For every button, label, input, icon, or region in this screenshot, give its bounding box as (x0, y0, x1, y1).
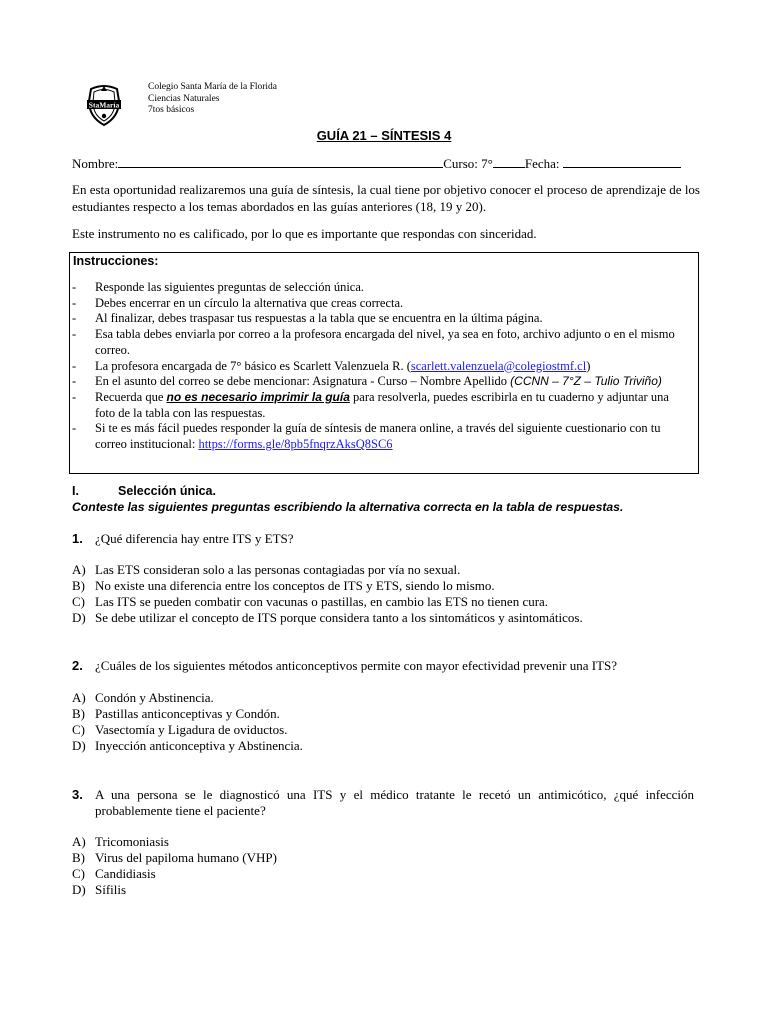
answer-options (72, 690, 692, 754)
option-a[interactable]: A) Las ETS consideran solo a las personas contagiadas por vía no sexual. (72, 562, 461, 577)
grading-note: Este instrumento no es calificado, por lo que es importante que respondas con sinceridad. (72, 226, 537, 241)
instruction-item: - Debes encerrar en un círculo la alternativa que creas correcta. (72, 295, 404, 310)
instruction-item: - En el asunto del correo se debe mencionar: Asignatura - Curso – Nombre Apellido (CCNN – 7°Z – Tulio Triviño) (72, 374, 662, 389)
option-a[interactable]: A) Condón y Abstinencia. (72, 690, 214, 705)
student-info-line (72, 155, 681, 172)
school-logo (79, 79, 129, 129)
subject-name: Ciencias Naturales (148, 93, 220, 104)
question-text: ¿Qué diferencia hay entre ITS y ETS? (95, 531, 294, 546)
option-b[interactable]: B) No existe una diferencia entre los conceptos de ITS y ETS, siendo lo mismo. (72, 578, 495, 593)
instruction-item: - Recuerda que no es necesario imprimir la guía para resolverla, puedes escribirla en tu cuaderno y adjuntar una foto de la tabla con las respuestas. (72, 389, 669, 420)
online-form-link[interactable]: https://forms.gle/8pb5fnqrzAksQ8SC6 (198, 437, 393, 452)
name-label: Nombre: (72, 156, 119, 171)
instructions-list (72, 280, 692, 453)
option-d[interactable]: D) Inyección anticonceptiva y Abstinencia. (72, 738, 303, 753)
page-title: GUÍA 21 – SÍNTESIS 4 (316, 128, 452, 143)
question-number: 1. (72, 531, 83, 546)
question-number: 3. (72, 787, 83, 802)
subject-example: (CCNN – 7°Z – Tulio Triviño) (510, 374, 662, 389)
date-label: Fecha: (524, 156, 560, 171)
intro-paragraph: En esta oportunidad realizaremos una guía de síntesis, la cual tiene por objetivo conocer el proceso de aprendizaje de los estudiantes respecto a los temas abordados en las guías anteriores (18, 19 y 20). (72, 182, 700, 214)
option-a[interactable]: A) Tricomoniasis (72, 834, 169, 849)
instruction-item: - Si te es más fácil puedes responder la guía de síntesis de manera online, a través del siguiente cuestionario con tu correo institucional: https://forms.gle/8pb5fnqrzAksQ8SC6 (72, 421, 661, 452)
grade-name: 7tos básicos (148, 105, 195, 115)
course-label: Curso: 7° (443, 156, 493, 171)
name-field[interactable] (118, 155, 443, 168)
instruction-item: - Al finalizar, debes traspasar tus respuestas a la tabla que se encuentra en la última página. (72, 311, 543, 326)
teacher-email-link[interactable]: scarlett.valenzuela@colegiostmf.cl (410, 358, 587, 373)
instructions-title: Instrucciones: (73, 254, 159, 268)
question (72, 787, 694, 819)
school-name: Colegio Santa María de la Florida (148, 82, 278, 92)
course-field[interactable] (493, 155, 525, 168)
school-info (148, 82, 277, 117)
instruction-item: - La profesora encargada de 7° básico es Scarlett Valenzuela R. (scarlett.valenzuela@colegiostmf.cl) (72, 358, 591, 373)
option-d[interactable]: D) Sífilis (72, 882, 127, 897)
answer-options (72, 834, 692, 898)
option-c[interactable]: C) Vasectomía y Ligadura de oviductos. (72, 722, 288, 737)
option-c[interactable]: C) Candidiasis (72, 866, 156, 881)
option-b[interactable]: B) Virus del papiloma humano (VHP) (72, 850, 277, 865)
question-text: A una persona se le diagnosticó una ITS y el médico tratante le recetó un antimicótico, ¿qué infección probablemente tiene el paciente? (95, 787, 694, 818)
no-print-emphasis: no es necesario imprimir la guía (166, 389, 350, 404)
option-d[interactable]: D) Se debe utilizar el concepto de ITS porque considera tanto a los sintomáticos y asintomáticos. (72, 610, 583, 625)
option-c[interactable]: C) Las ITS se pueden combatir con vacunas o pastillas, en cambio las ETS no tienen cura. (72, 594, 549, 609)
answer-options (72, 562, 692, 626)
logo-text: StaMaría (88, 100, 120, 110)
option-b[interactable]: B) Pastillas anticonceptivas y Condón. (72, 706, 280, 721)
date-field[interactable] (563, 155, 681, 168)
section-heading: I. Selección única. (72, 484, 216, 498)
section-instruction: Conteste las siguientes preguntas escribiendo la alternativa correcta en la tabla de respuestas. (72, 500, 624, 514)
question (72, 658, 694, 674)
instruction-item: - Responde las siguientes preguntas de selección única. (72, 280, 365, 294)
question-number: 2. (72, 658, 83, 673)
instructions-box (69, 252, 699, 474)
question-text: ¿Cuáles de los siguientes métodos anticonceptivos permite con mayor efectividad prevenir una ITS? (95, 658, 618, 673)
question (72, 531, 694, 547)
instruction-item: - Esa tabla debes enviarla por correo a la profesora encargada del nivel, ya sea en foto, archivo adjunto o en el mismo correo. (72, 327, 675, 357)
